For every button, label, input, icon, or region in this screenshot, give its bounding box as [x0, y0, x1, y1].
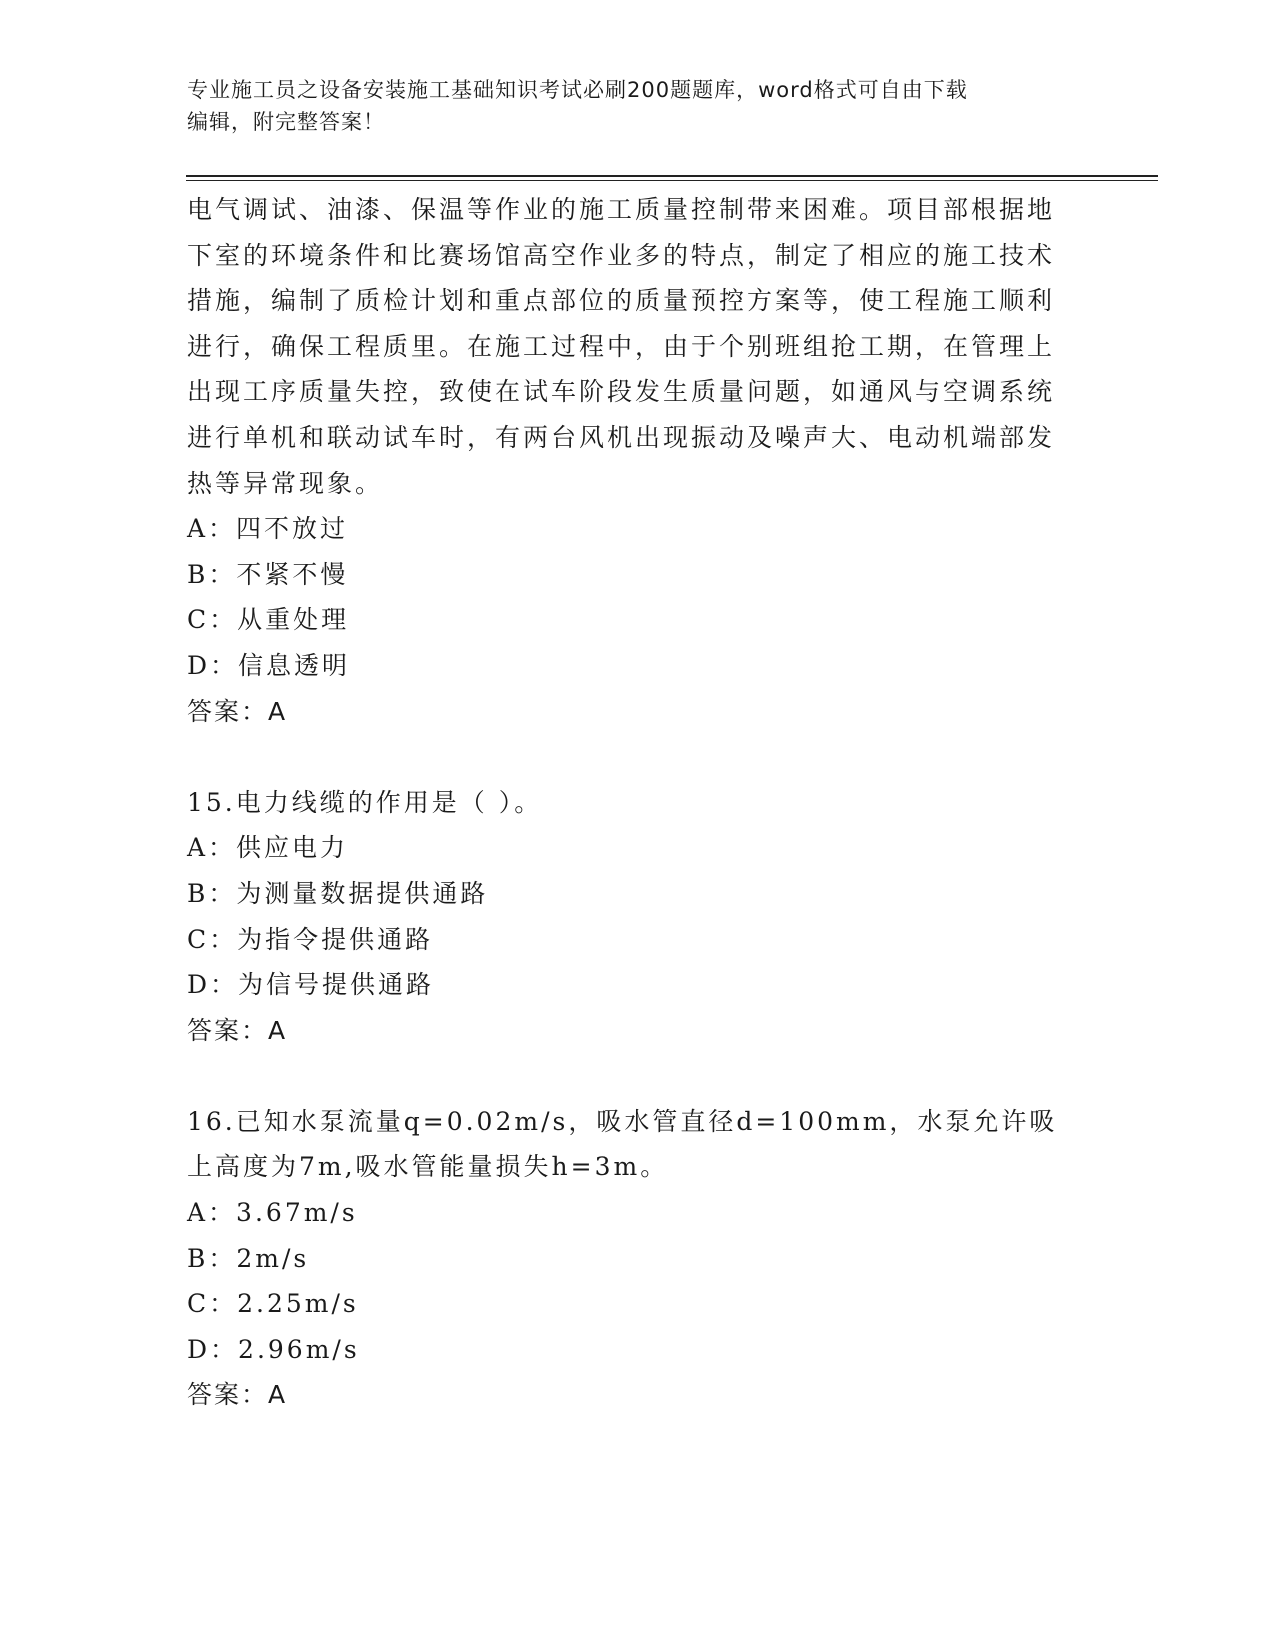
- option-b: B：不紧不慢: [187, 559, 349, 589]
- option-b: B：为测量数据提供通路: [187, 878, 489, 908]
- option-d: D：信息透明: [187, 650, 351, 680]
- document-body: [187, 187, 1067, 1418]
- question-stem: 16.已知水泵流量q=0.02m/s，吸水管直径d=100mm，水泵允许吸上高度为7m,吸水管能量损失h=3m。: [187, 1106, 1058, 1182]
- answer-line: 答案：A: [187, 1380, 288, 1410]
- option-d: D：为信号提供通路: [187, 970, 435, 1000]
- question-stem-continued: 电气调试、油漆、保温等作业的施工质量控制带来困难。项目部根据地下室的环境条件和比赛场馆高空作业多的特点，制定了相应的施工技术措施，编制了质检计划和重点部位的质量预控方案等，使工程施工顺利进行，确保工程质里。在施工过程中，由于个别班组抢工期，在管理上出现工序质量失控，致使在试车阶段发生质量问题，如通风与空调系统进行单机和联动试车时，有两台风机出现振动及噪声大、电动机端部发热等异常现象。: [187, 195, 1056, 498]
- option-c: C：从重处理: [187, 605, 350, 635]
- header-title-line-1: 专业施工员之设备安装施工基础知识考试必刷200题题库，word格式可自由下载: [187, 78, 968, 102]
- question-continuation: [187, 187, 1067, 734]
- option-c: C：2.25m/s: [187, 1289, 359, 1319]
- option-b: B：2m/s: [187, 1243, 310, 1273]
- spacer: [187, 734, 1067, 780]
- option-d: D：2.96m/s: [187, 1334, 360, 1364]
- document-header: [187, 74, 1087, 138]
- header-divider-thin: [186, 180, 1158, 181]
- question-16: [187, 1099, 1067, 1418]
- spacer: [187, 1053, 1067, 1099]
- option-a: A：3.67m/s: [187, 1198, 358, 1228]
- header-divider-thick: [186, 175, 1158, 177]
- option-a: A：供应电力: [187, 833, 349, 863]
- answer-line: 答案：A: [187, 1015, 288, 1045]
- question-stem: 15.电力线缆的作用是（ ）。: [187, 787, 543, 817]
- header-title-line-2: 编辑，附完整答案！: [187, 110, 385, 134]
- option-a: A：四不放过: [187, 514, 349, 544]
- answer-line: 答案：A: [187, 696, 288, 726]
- question-15: [187, 780, 1067, 1054]
- option-c: C：为指令提供通路: [187, 924, 434, 954]
